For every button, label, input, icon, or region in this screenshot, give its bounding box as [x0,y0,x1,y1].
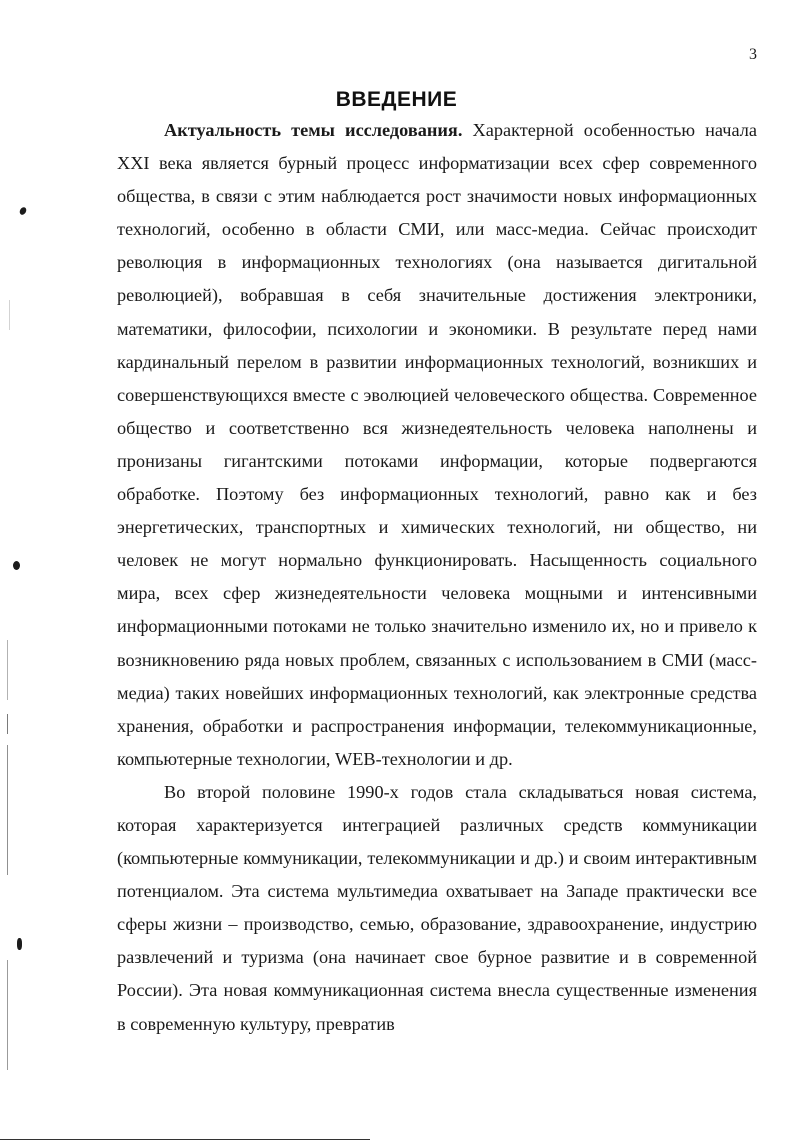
paragraph-lead: Актуальность темы исследования. [164,120,463,140]
paragraph-text: Во второй половине 1990-х годов стала складываться новая система, которая характеризуется интеграцией различных средств коммуникации (компьютерные коммуникации, телекоммуникации и др.) и своим интерактивным потенциалом. Эта система мультимедиа охватывает на Западе практически все сферы жизни – производство, семью, образование, здравоохранение, индустрию развлечений и туризма (она начинает свое бурное развитие и в современной России). Эта новая коммуникационная система внесла существенные изменения в современную культуру, превратив [117,781,757,1034]
body-text [117,114,757,1041]
scan-line [7,960,8,1070]
scan-speck [17,938,22,950]
paragraph-text: Характерной особенностью начала XXI века является бурный процесс информатизации всех сфер современного общества, в связи с этим наблюдается рост значимости новых информационных технологий, особенно в области СМИ, или масс-медиа. Сейчас происходит революция в информационных технологиях (она называется дигитальной революцией), вобравшая в себя значительные достижения электроники, математики, философии, психологии и экономики. В результате перед нами кардинальный перелом в развитии информационных технологий, возникших и совершенствующихся вместе с эволюцией человеческого общества. Современное общество и соответственно вся жизнедеятельность человека наполнены и пронизаны гигантскими потоками информации, которые подвергаются обработке. Поэтому без информационных технологий, равно как и без энергетических, транспортных и химических технологий, ни общество, ни человек не могут нормально функционировать. Насыщенность социального мира, всех сфер жизнедеятельности человека мощными и интенсивными информационными потоками не только значительно изменило их, но и привело к возникновению ряда новых проблем, связанных с использованием в СМИ (масс-медиа) таких новейших информационных технологий, как электронные средства хранения, обработки и распространения информации, телекоммуникационные, компьютерные технологии, WEB-технологии и др. [117,120,757,769]
scan-speck [18,206,27,216]
paragraph-1 [117,114,757,776]
page-title: ВВЕДЕНИЕ [335,88,458,111]
page-number: 3 [749,46,757,63]
scan-line [7,714,8,734]
paragraph-2 [117,776,757,1041]
scan-line [7,745,8,875]
scan-speck [13,561,20,570]
scan-line [7,640,8,700]
scan-line [9,300,10,330]
bottom-rule [0,1139,370,1140]
